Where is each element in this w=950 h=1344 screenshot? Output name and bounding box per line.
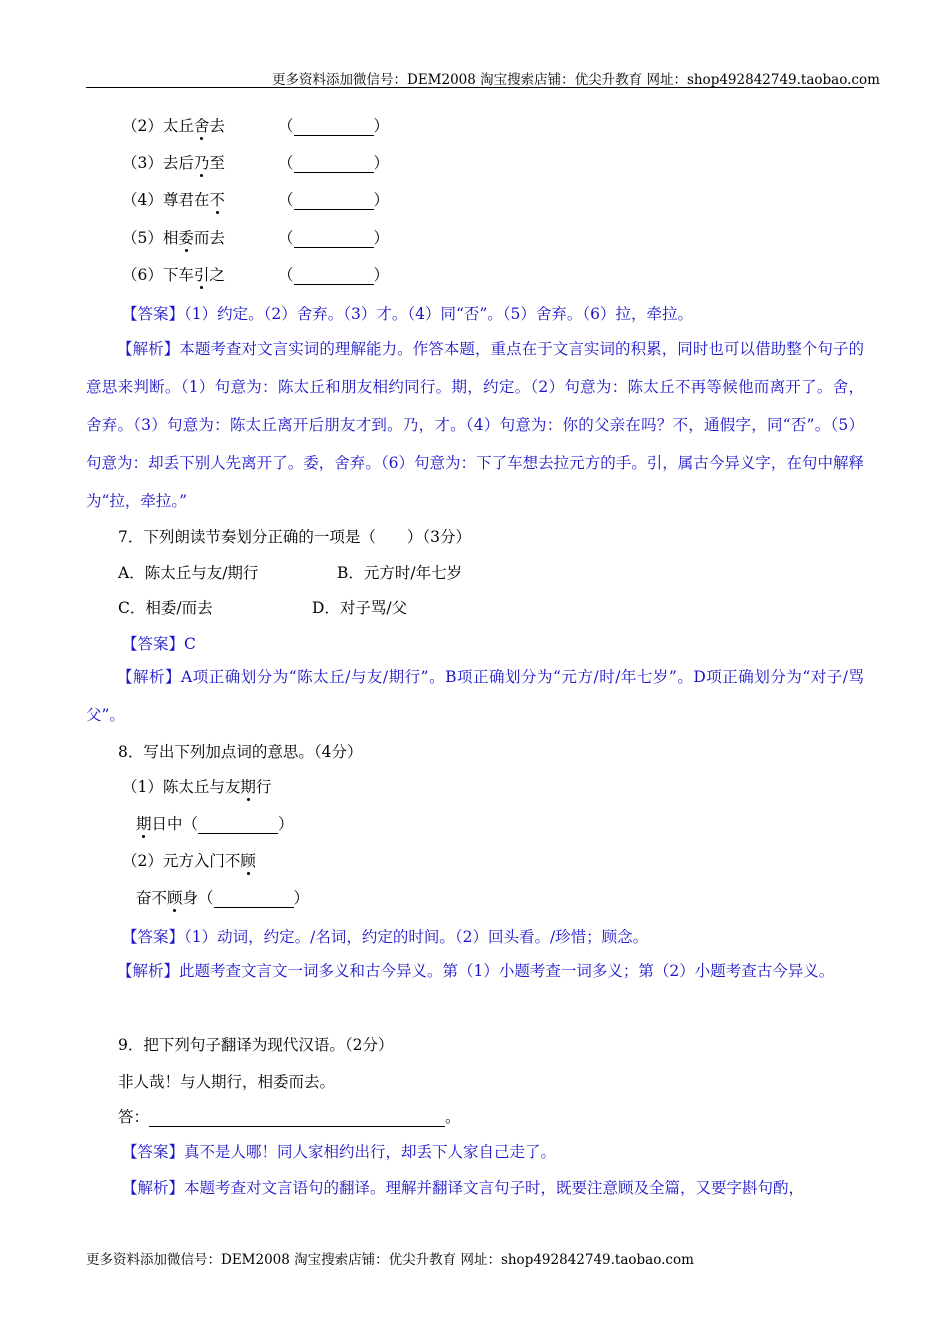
q7-option-c[interactable]: C．相委/而去: [118, 599, 213, 617]
item-text: 去: [209, 117, 225, 135]
dotted-char: 期: [136, 815, 152, 833]
q6-blank-2[interactable]: （ ）: [278, 117, 390, 135]
q8-item-2: （2）元方入门不顾: [122, 852, 256, 870]
item-text: 至: [209, 154, 225, 172]
header-divider: [86, 87, 864, 88]
q7-stem: 7．下列朗读节奏划分正确的一项是（ ）（3分）: [118, 528, 471, 546]
q6-blank-6[interactable]: （ ）: [278, 266, 390, 284]
q7-option-a[interactable]: A．陈太丘与友/期行: [118, 564, 259, 582]
dotted-char: 委: [178, 229, 194, 247]
q9-stem: 9．把下列句子翻译为现代汉语。（2分）: [118, 1036, 394, 1054]
dotted-char: 乃: [193, 154, 210, 172]
q6-item-4: [122, 188, 225, 210]
q8-answer: 【答案】（1）动词，约定。/名词，约定的时间。（2）回头看。/珍惜；顾念。: [122, 928, 649, 946]
item-text: 而去: [193, 229, 225, 247]
item-text: 去后: [162, 154, 194, 172]
q9-answer-line: 答： 。: [118, 1108, 461, 1126]
page-footer: 更多资料添加微信号：DEM2008 淘宝搜索店铺：优尖升教育 网址：shop492842749.taobao.com: [86, 1252, 694, 1268]
q7-option-d[interactable]: D．对子骂/父: [312, 599, 408, 617]
item-number: （3）: [122, 154, 163, 172]
dotted-char: 舍: [193, 117, 210, 135]
item-text: 之: [209, 266, 225, 284]
q8-item-2-example: 奋不顾身（ ）: [136, 889, 310, 907]
q6-item-3: [122, 151, 225, 173]
dotted-char: 顾: [167, 889, 183, 907]
item-text: 下车: [162, 266, 194, 284]
item-number: （2）: [122, 117, 163, 135]
q8-blank-1[interactable]: [198, 815, 278, 834]
q6-blank-3[interactable]: （ ）: [278, 154, 390, 172]
q9-sentence: 非人哉！与人期行，相委而去。: [118, 1073, 336, 1091]
dotted-char: 引: [193, 266, 210, 284]
q7-option-b[interactable]: B．元方时/年七岁: [337, 564, 463, 582]
item-number: （4）: [122, 191, 163, 209]
item-text: 太丘: [162, 117, 194, 135]
q6-item-2: [122, 114, 225, 136]
q8-blank-2[interactable]: [214, 889, 294, 908]
q8-analysis: 【解析】此题考查文言文一词多义和古今异义。第（1）小题考查一词多义；第（2）小题考查古今异义。: [117, 962, 835, 980]
q6-item-5: [122, 226, 225, 248]
q6-blank-5[interactable]: （ ）: [278, 229, 390, 247]
q9-answer: 【答案】真不是人哪！同人家相约出行，却丢下人家自己走了。: [122, 1143, 557, 1161]
q6-answer: 【答案】（1）约定。（2）舍弃。（3）才。（4）同“否”。（5）舍弃。（6）拉，牵拉。: [122, 305, 694, 323]
item-number: （6）: [122, 266, 163, 284]
item-text: 相: [162, 229, 179, 247]
q8-item-1: （1）陈太丘与友期行: [122, 778, 272, 796]
q9-analysis: 【解析】本题考查对文言语句的翻译。理解并翻译文言句子时，既要注意顾及全篇，又要字斟句酌，: [122, 1179, 805, 1197]
q6-item-6: [122, 263, 225, 285]
item-text: 尊君在: [162, 191, 210, 209]
dotted-char: 期: [240, 778, 256, 796]
page-header: 更多资料添加微信号：DEM2008 淘宝搜索店铺：优尖升教育 网址：shop492842749.taobao.com: [272, 72, 880, 88]
q8-item-1-example: 期日中（ ）: [136, 815, 294, 833]
item-number: （5）: [122, 229, 163, 247]
q6-analysis: 【解析】本题考查对文言实词的理解能力。作答本题，重点在于文言实词的积累，同时也可以借助整个句子的意思来判断。（1）句意为：陈太丘和朋友相约同行。期，约定。（2）句意为：陈太丘不再等候他而离开了。舍，舍弃。（3）句意为：陈太丘离开后朋友才到。乃，才。（4）句意为：你的父亲在吗？不，通假字，同“否”。（5）句意为：却丢下别人先离开了。委，舍弃。（6）句意为：下了车想去拉元方的手。引，属古今异义字，在句中解释为“拉，牵拉。”: [86, 340, 864, 510]
q7-analysis: 【解析】A项正确划分为“陈太丘/与友/期行”。B项正确划分为“元方/时/年七岁”。D项正确划分为“对子/骂父”。: [86, 668, 864, 724]
q6-blank-4[interactable]: （ ）: [278, 191, 390, 209]
q7-answer: 【答案】C: [122, 635, 196, 653]
q9-blank[interactable]: [149, 1108, 445, 1127]
dotted-char: 顾: [240, 852, 256, 870]
dotted-char: 不: [209, 191, 225, 209]
q8-stem: 8．写出下列加点词的意思。（4分）: [118, 743, 363, 761]
